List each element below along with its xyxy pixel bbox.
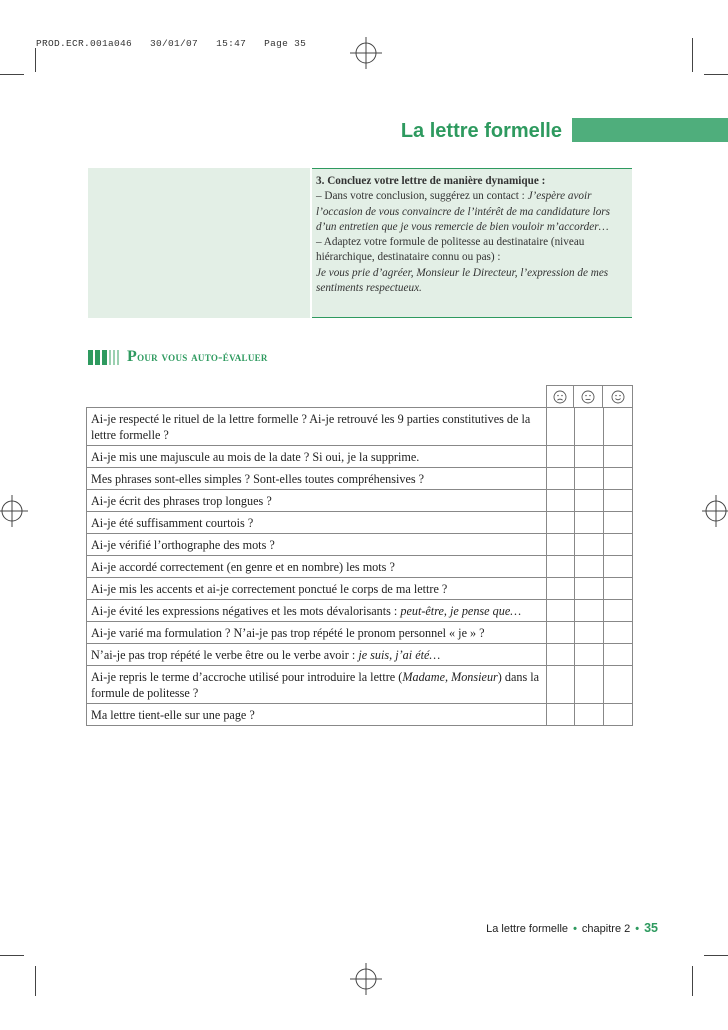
rating-cell-neutral[interactable] [574, 704, 603, 725]
rating-cell-neutral[interactable] [574, 622, 603, 643]
question-text: Ma lettre tient-elle sur une page ? [91, 708, 255, 722]
rating-cell-neutral[interactable] [574, 446, 603, 467]
crop-mark [692, 966, 693, 996]
rating-cell-happy[interactable] [603, 578, 633, 599]
rating-cell-sad[interactable] [546, 600, 574, 621]
table-row [86, 599, 633, 621]
print-slug [36, 38, 306, 49]
question-text: Ai-je vérifié l’orthographe des mots ? [91, 538, 275, 552]
rating-cell-sad[interactable] [546, 408, 574, 445]
table-row [86, 703, 633, 726]
rating-cell-sad[interactable] [546, 534, 574, 555]
rating-cell-neutral[interactable] [574, 490, 603, 511]
question-text: Ai-je mis les accents et ai-je correctement ponctué le corps de ma lettre ? [91, 582, 448, 596]
rating-cell-happy[interactable] [603, 666, 633, 703]
crop-mark [704, 74, 728, 75]
question-text: N’ai-je pas trop répété le verbe être ou le verbe avoir : je suis, j’ai été… [91, 648, 441, 662]
rating-cell-happy[interactable] [603, 600, 633, 621]
bullet-icon: • [573, 923, 577, 935]
tip-box-top-rule [312, 168, 632, 169]
table-row [86, 643, 633, 665]
footer-chapter: chapitre 2 [581, 923, 631, 935]
page-title: La lettre formelle [400, 120, 562, 142]
table-row [86, 533, 633, 555]
question-text: Ai-je accordé correctement (en genre et en nombre) les mots ? [91, 560, 395, 574]
happy-face-icon [602, 385, 633, 407]
table-row [86, 665, 633, 703]
table-row [86, 407, 633, 445]
rating-cell-sad[interactable] [546, 556, 574, 577]
question-text: Ai-je évité les expressions négatives et les mots dévalorisants : peut-être, je pense que… [91, 604, 522, 618]
rating-cell-happy[interactable] [603, 468, 633, 489]
question-text: Mes phrases sont-elles simples ? Sont-elles toutes compréhensives ? [91, 472, 425, 486]
crop-mark [704, 955, 728, 956]
rating-cell-neutral[interactable] [574, 666, 603, 703]
table-row [86, 467, 633, 489]
rating-cell-happy[interactable] [603, 490, 633, 511]
rating-cell-neutral[interactable] [574, 468, 603, 489]
rating-cell-happy[interactable] [603, 534, 633, 555]
question-text: Ai-je respecté le rituel de la lettre formelle ? Ai-je retrouvé les 9 parties constitutives de la lettre formelle ? [91, 412, 531, 442]
question-text: Ai-je mis une majuscule au mois de la date ? Si oui, je la supprime. [91, 450, 420, 464]
table-row [86, 621, 633, 643]
bullet-icon: • [635, 923, 640, 935]
rating-cell-happy[interactable] [603, 644, 633, 665]
question-text: Ai-je été suffisamment courtois ? [91, 516, 254, 530]
crop-mark [35, 48, 36, 72]
tip-heading: 3. Concluez votre lettre de manière dynamique : [316, 175, 546, 187]
table-row [86, 445, 633, 467]
self-evaluation-table [86, 385, 633, 726]
rating-cell-sad[interactable] [546, 512, 574, 533]
table-row [86, 511, 633, 533]
footer-title: La lettre formelle [486, 923, 569, 935]
tip-p1-example: J’espère avoir l’occasion de vous convaincre de l’intérêt de ma candidature lors d’un entretien que je vous remercie de bien vouloir m’accorder… [316, 190, 611, 233]
slug-date: 30/01/07 [150, 38, 199, 49]
rating-cell-sad[interactable] [546, 468, 574, 489]
rating-cell-happy[interactable] [603, 556, 633, 577]
rating-cell-neutral[interactable] [574, 534, 603, 555]
rating-cell-sad[interactable] [546, 666, 574, 703]
rating-cell-sad[interactable] [546, 578, 574, 599]
page-footer [420, 921, 658, 935]
rating-cell-sad[interactable] [546, 644, 574, 665]
table-row [86, 489, 633, 511]
rating-cell-happy[interactable] [603, 704, 633, 725]
section-bars-icon [88, 350, 119, 365]
question-text: Ai-je varié ma formulation ? N’ai-je pas trop répété le pronom personnel « je » ? [91, 626, 485, 640]
tip-p1-lead: – Dans votre conclusion, suggérez un contact : [316, 190, 528, 203]
title-accent-bar [572, 118, 728, 142]
tip-box-bottom-rule [312, 317, 632, 318]
rating-cell-sad[interactable] [546, 704, 574, 725]
registration-mark-icon [346, 36, 386, 70]
rating-cell-neutral[interactable] [574, 556, 603, 577]
rating-cell-happy[interactable] [603, 622, 633, 643]
registration-mark-icon [0, 494, 30, 528]
sad-face-icon [546, 385, 573, 407]
tip-p2-lead: – Adaptez votre formule de politesse au destinataire (niveau hiérarchique, destinataire connu ou pas) : [316, 236, 585, 264]
rating-cell-happy[interactable] [603, 408, 633, 445]
tip-text [316, 174, 628, 296]
rating-cell-sad[interactable] [546, 622, 574, 643]
table-body [86, 407, 633, 726]
crop-mark [0, 74, 24, 75]
rating-cell-sad[interactable] [546, 446, 574, 467]
slug-time: 15:47 [216, 38, 247, 49]
tip-p2-example: Je vous prie d’agréer, Monsieur le Directeur, l’expression de mes sentiments respectueux. [316, 266, 609, 295]
table-header [86, 385, 633, 407]
table-row [86, 555, 633, 577]
tip-box-left-panel [88, 168, 310, 318]
rating-cell-sad[interactable] [546, 490, 574, 511]
question-text: Ai-je repris le terme d’accroche utilisé pour introduire la lettre (Madame, Monsieur) dans la formule de politesse ? [91, 670, 540, 700]
registration-mark-icon [700, 494, 728, 528]
rating-cell-neutral[interactable] [574, 512, 603, 533]
rating-cell-neutral[interactable] [574, 578, 603, 599]
slug-page: Page 35 [264, 38, 307, 49]
table-row [86, 577, 633, 599]
neutral-face-icon [573, 385, 602, 407]
question-text: Ai-je écrit des phrases trop longues ? [91, 494, 272, 508]
tip-box [312, 168, 632, 318]
crop-mark [0, 955, 24, 956]
section-title: Pour vous auto-évaluer [127, 348, 268, 365]
rating-cell-neutral[interactable] [574, 600, 603, 621]
crop-mark [692, 38, 693, 72]
slug-job: PROD.ECR.001a046 [36, 38, 133, 49]
rating-cell-neutral[interactable] [574, 644, 603, 665]
rating-cell-happy[interactable] [603, 446, 633, 467]
registration-mark-icon [346, 962, 386, 996]
rating-cell-neutral[interactable] [574, 408, 603, 445]
rating-cell-happy[interactable] [603, 512, 633, 533]
crop-mark [35, 966, 36, 996]
page-number: 35 [644, 921, 658, 935]
section-heading [88, 346, 268, 368]
